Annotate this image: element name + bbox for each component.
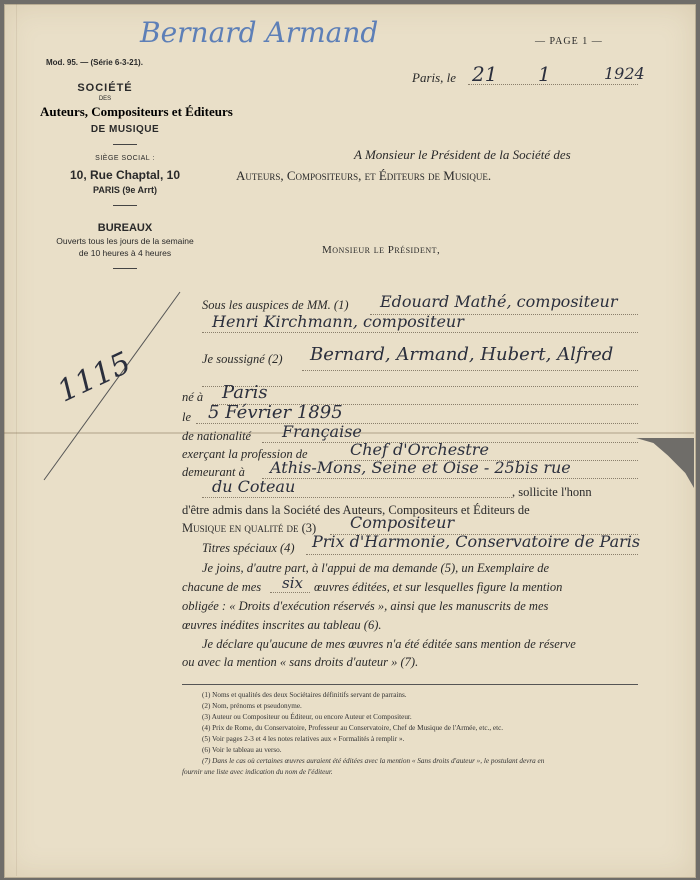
- joins-line3: obligée : « Droits d'exécution réservés », ainsi que les manuscrits de mes: [182, 599, 549, 613]
- bureaux-label: BUREAUX: [97, 222, 153, 234]
- qualite-label: Musique en qualité de (3): [182, 521, 317, 535]
- declare-line1: Je déclare qu'aucune de mes œuvres n'a été éditée sans mention de réserve: [202, 637, 576, 651]
- le-value: 5 Février 1895: [208, 402, 343, 423]
- field-line: [306, 554, 638, 555]
- divider: [113, 144, 137, 145]
- profession-value: Chef d'Orchestre: [350, 440, 489, 459]
- soussigne-value: Bernard, Armand, Hubert, Alfred: [310, 344, 614, 365]
- demeurant-label: demeurant à: [182, 465, 245, 479]
- declare-line2: ou avec la mention « sans droits d'auteur » (7).: [182, 655, 419, 669]
- joins-line4: œuvres inédites inscrites au tableau (6).: [182, 618, 382, 632]
- auspices-value-2: Henri Kirchmann, compositeur: [212, 312, 464, 331]
- footnote-6: (6) Voir le tableau au verso.: [202, 746, 282, 754]
- margin-note: 1115: [52, 345, 137, 410]
- ne-value: Paris: [222, 382, 268, 403]
- auspices-label: Sous les auspices de MM. (1): [202, 298, 349, 312]
- soussigne-label: Je soussigné (2): [202, 352, 283, 366]
- field-line: [270, 592, 310, 593]
- footnote-rule: [182, 684, 638, 685]
- page-number: — PAGE 1 —: [535, 36, 603, 47]
- date-year: 1924: [604, 64, 645, 83]
- demeurant-value-1: Athis-Mons, Seine et Oise - 25bis rue: [270, 458, 571, 477]
- profession-label: exerçant la profession de: [182, 447, 308, 461]
- footnote-3: (3) Auteur ou Compositeur ou Éditeur, ou encore Auteur et Compositeur.: [202, 713, 412, 721]
- footnote-7: (7) Dans le cas où certaines œuvres auraient été éditées avec la mention « Sans droits d'auteur », le postulant devra en: [202, 757, 545, 765]
- field-line: [262, 478, 638, 479]
- field-line: [196, 423, 638, 424]
- le-label: le: [182, 410, 192, 424]
- demeurant-value-2: du Coteau: [212, 477, 296, 496]
- society-title: Auteurs, Compositeurs et Éditeurs: [40, 104, 233, 119]
- siege-city: PARIS (9e Arrt): [92, 185, 157, 195]
- sollicite-text: , sollicite l'honn: [512, 485, 592, 499]
- society-des: DES: [98, 96, 112, 102]
- footnote-5: (5) Voir pages 2-3 et 4 les notes relatives aux « Formalités à remplir ».: [202, 735, 405, 743]
- footnote-4: (4) Prix de Rome, du Conservatoire, Professeur au Conservatoire, Chef de Musique de l'Armée, etc., etc.: [202, 724, 504, 732]
- field-line: [202, 332, 638, 333]
- model-reference: Mod. 95. — (Série 6-3-21).: [46, 58, 143, 67]
- auspices-value-1: Edouard Mathé, compositeur: [380, 292, 618, 311]
- footnote-2: (2) Nom, prénoms et pseudonyme.: [202, 702, 302, 710]
- titres-value: Prix d'Harmonie, Conservatoire de Paris: [312, 532, 641, 551]
- ne-label: né à: [182, 390, 204, 404]
- nationalite-label: de nationalité: [182, 429, 252, 443]
- bureaux-hours-line2: de 10 heures à 4 heures: [78, 248, 172, 258]
- qualite-value: Compositeur: [350, 513, 455, 532]
- salutation: Monsieur le Président,: [322, 244, 441, 256]
- address-line1: A Monsieur le Président de la Société des: [354, 147, 571, 162]
- date-day: 21: [472, 62, 498, 86]
- divider: [113, 268, 137, 269]
- paper-fold-vertical: [16, 4, 17, 876]
- address-line2: Auteurs, Compositeurs, et Éditeurs de Musique.: [236, 168, 492, 183]
- bureaux-hours-line1: Ouverts tous les jours de la semaine: [56, 236, 194, 246]
- joins-line2-end: œuvres éditées, et sur lesquelles figure la mention: [314, 580, 563, 594]
- society-title-musique: DE MUSIQUE: [90, 124, 160, 135]
- field-line: [202, 497, 512, 498]
- titres-label: Titres spéciaux (4): [202, 541, 295, 555]
- joins-line1: Je joins, d'autre part, à l'appui de ma demande (5), un Exemplaire de: [202, 561, 550, 575]
- footnote-7-continued: fournir une liste avec indication du nom de l'éditeur.: [182, 768, 333, 776]
- society-label: SOCIÉTÉ: [77, 82, 133, 94]
- nationalite-value: Française: [282, 422, 362, 441]
- handwritten-applicant-name: Bernard Armand: [140, 16, 379, 49]
- place-label: Paris, le: [412, 70, 457, 85]
- siege-address: 10, Rue Chaptal, 10: [69, 168, 181, 182]
- siege-label: SIÈGE SOCIAL :: [95, 155, 155, 162]
- divider: [113, 205, 137, 206]
- admis-line: d'être admis dans la Société des Auteurs, Compositeurs et Éditeurs de: [182, 503, 530, 517]
- joins-line2-start: chacune de mes: [182, 580, 262, 594]
- joins-count-value: six: [282, 574, 303, 592]
- footnote-1: (1) Noms et qualités des deux Sociétaires définitifs servant de parrains.: [202, 691, 407, 699]
- field-line: [302, 370, 638, 371]
- date-month: 1: [538, 62, 551, 86]
